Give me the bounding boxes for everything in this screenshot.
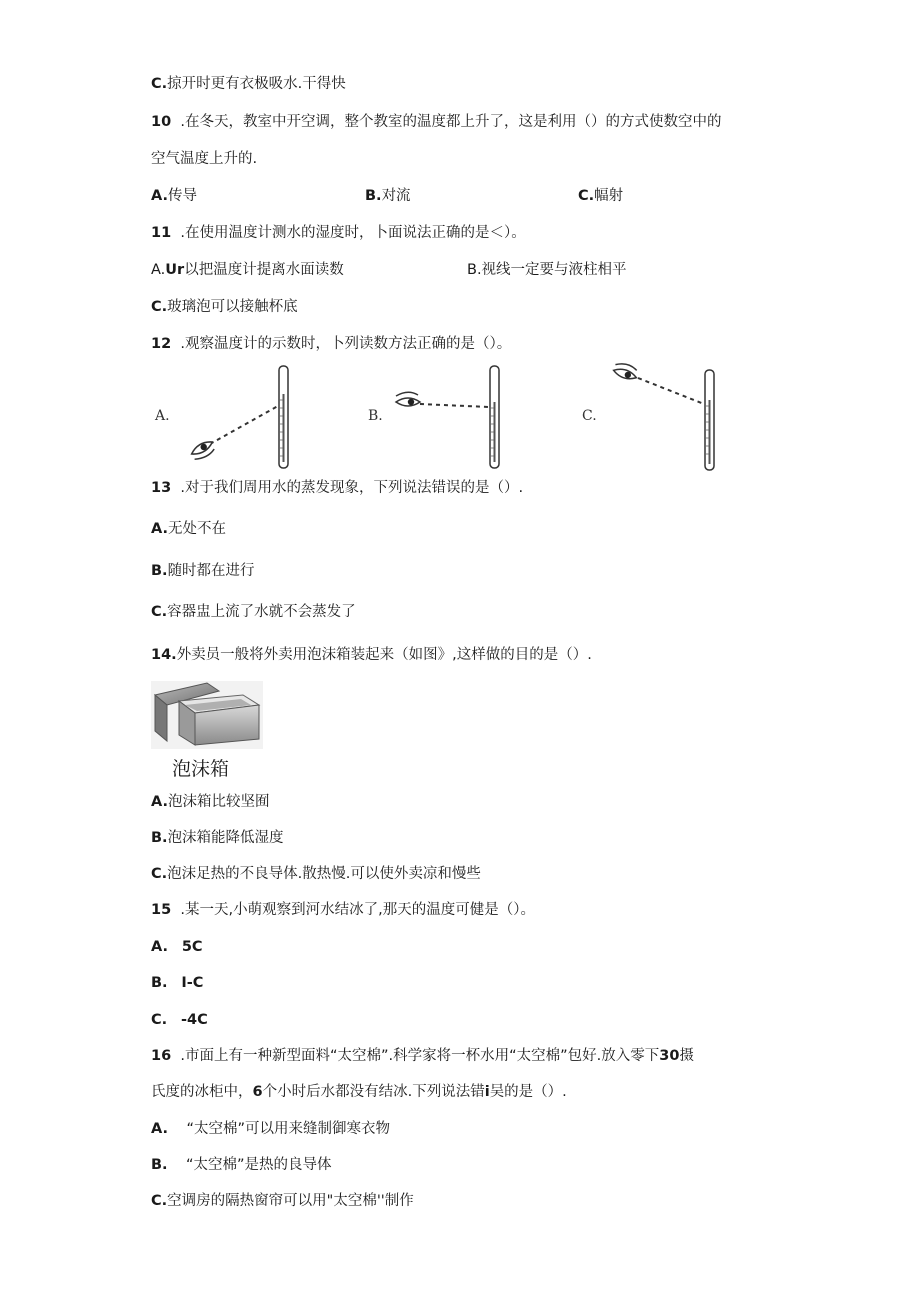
q13-option-c: C.容器盅上流了水就不会蒸发了 <box>151 604 356 620</box>
thermometer-c-icon <box>705 370 714 470</box>
q15-option-b: B. I-C <box>151 975 204 991</box>
q13-option-a: A.无处不在 <box>151 521 226 537</box>
q16-option-b: B. “太空棉”是热的良导体 <box>151 1157 332 1173</box>
q10-option-a: A.传导 <box>151 188 197 204</box>
foam-box-caption: 泡沫箱 <box>172 758 230 780</box>
q10-stem-line2: 空气温度上升的. <box>151 151 258 167</box>
q11-option-a: A.Ur以把温度计提离水面读数 <box>151 262 344 278</box>
q10-option-c: C.幅射 <box>578 188 624 204</box>
q13-stem: 13 .对于我们周用水的蒸发现象，下列说法错误的是（）. <box>151 480 524 496</box>
thermometer-readings-illustration <box>150 362 750 474</box>
figure-label-c: C. <box>582 408 597 424</box>
figure-label-b: B. <box>368 408 383 424</box>
q10-option-b: B.对流 <box>365 188 411 204</box>
eye-icon-c <box>612 362 639 382</box>
thermometer-a-icon <box>279 366 288 468</box>
foam-box-image <box>151 681 263 749</box>
q16-option-c: C.空调房的隔热窗帘可以用"太空棉''制作 <box>151 1193 414 1209</box>
q14-option-c: C.泡沫足热的不良导体.散热慢.可以使外卖凉和慢些 <box>151 866 481 882</box>
q11-stem: 11 .在使用温度计测水的湿度时，卜面说法正确的是＜）。 <box>151 225 526 241</box>
figure-label-a: A. <box>155 408 170 424</box>
q12-thermometer-figure <box>150 362 750 474</box>
q14-option-a: A.泡沫箱比较坚囿 <box>151 794 270 810</box>
q11-option-b: B.视线一定要与液柱相平 <box>467 262 627 278</box>
q16-option-a: A. “太空棉”可以用来缝制御寒衣物 <box>151 1121 390 1137</box>
q14-stem: 14.外卖员一般将外卖用泡沫箱装起来（如图》,这样做的目的是（）. <box>151 647 592 663</box>
eye-icon-a <box>190 439 217 462</box>
q15-option-c: C. -4C <box>151 1012 208 1028</box>
eye-icon-b <box>396 392 420 406</box>
sight-line-b <box>420 404 489 407</box>
sight-line-c <box>638 378 704 404</box>
q16-stem-line1: 16 .市面上有一种新型面料“太空棉”.科学家将一杯水用“太空棉”包好.放入零下30摄 <box>151 1048 694 1064</box>
q9-option-c: C.掠开时更有衣极吸水.干得快 <box>151 76 346 92</box>
q12-stem: 12 .观察温度计的示数时，卜列读数方法正确的是（）。 <box>151 336 512 352</box>
q16-stem-line2: 氏度的冰柜中，6个小时后水都没有结冰.下列说法错i吴的是（）. <box>151 1084 567 1100</box>
sight-line-a <box>210 406 278 444</box>
q15-stem: 15 .某一天,小萌观察到河水结冰了,那天的温度可健是（）。 <box>151 902 535 918</box>
q13-option-b: B.随时都在进行 <box>151 563 255 579</box>
q10-stem-line1: 10 .在冬天，教室中开空调，整个教室的温度都上升了，这是利用（）的方式使数空中的 <box>151 114 722 130</box>
q11-option-c: C.玻璃泡可以接触杯底 <box>151 299 298 315</box>
q15-option-a: A. 5C <box>151 939 203 955</box>
thermometer-b-icon <box>490 366 499 468</box>
q14-option-b: B.泡沫箱能降低湿度 <box>151 830 284 846</box>
